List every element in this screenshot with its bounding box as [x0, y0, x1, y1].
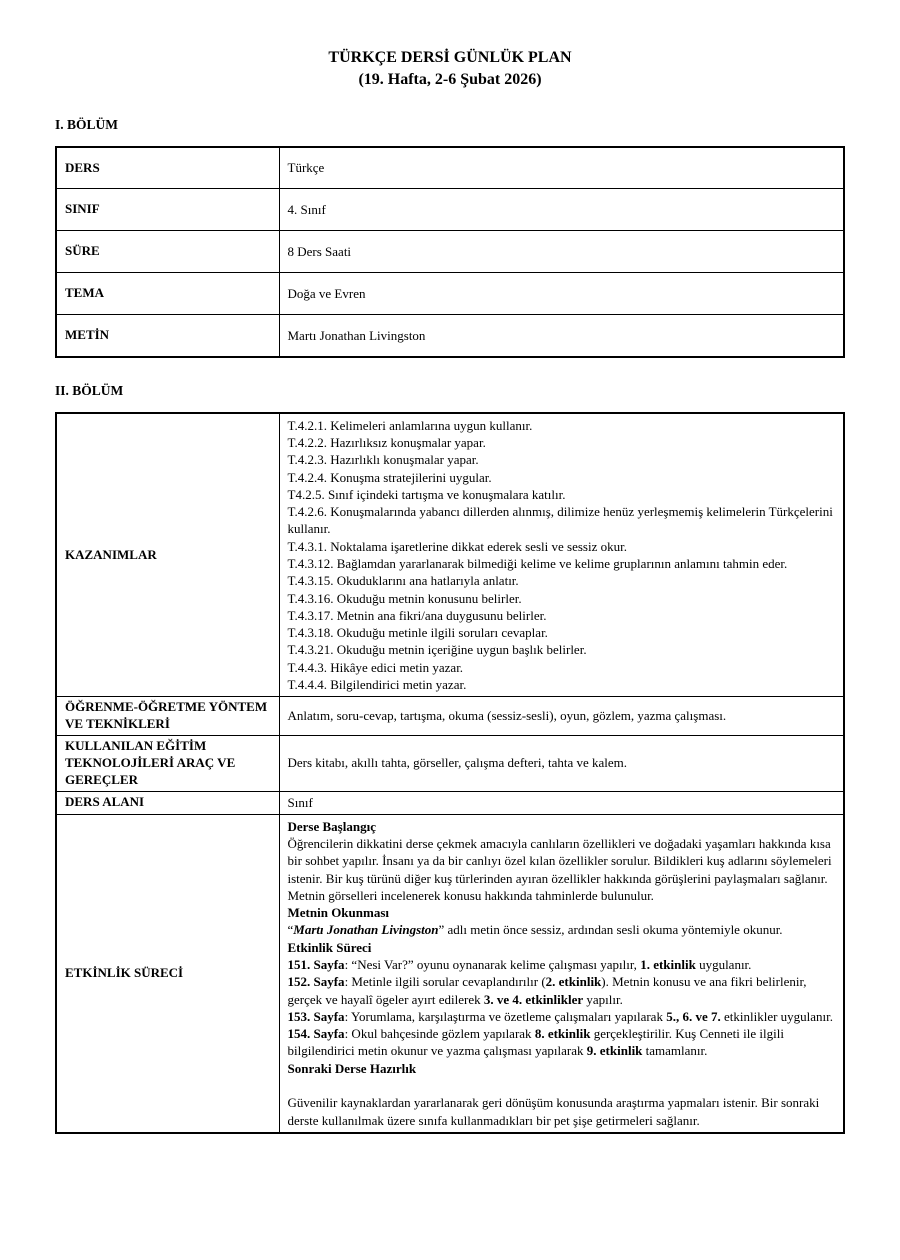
- paragraph: [288, 676, 837, 693]
- row-value: Doğa ve Evren: [279, 273, 844, 315]
- text-segment: : Yorumlama, karşılaştırma ve özetleme çalışmaları yapılarak: [344, 1008, 667, 1024]
- text-segment: 153. Sayfa: [287, 1008, 345, 1024]
- text-segment: 151. Sayfa: [287, 956, 345, 972]
- paragraph: [288, 555, 837, 572]
- paragraph: [288, 818, 837, 835]
- text-segment: T.4.4.3. Hikâye edici metin yazar.: [287, 659, 464, 675]
- document-subtitle: (19. Hafta, 2-6 Şubat 2026): [358, 71, 542, 89]
- paragraph: [288, 1077, 837, 1094]
- table-row: [56, 791, 844, 814]
- row-label: DERS: [56, 147, 279, 189]
- row-label: ÖĞRENME-ÖĞRETME YÖNTEM VE TEKNİKLERİ: [56, 697, 279, 736]
- paragraph: [288, 641, 837, 658]
- row-label: SINIF: [56, 189, 279, 231]
- text-segment: T.4.3.16. Okuduğu metnin konusunu belirler.: [287, 590, 522, 606]
- text-segment: 5., 6. ve 7.: [666, 1008, 721, 1024]
- detail-table: [55, 412, 845, 1134]
- text-segment: 3. ve 4. etkinlikler: [483, 991, 584, 1007]
- text-segment: Sonraki Derse Hazırlık: [287, 1060, 417, 1076]
- paragraph: [288, 939, 837, 956]
- paragraph: [288, 572, 837, 589]
- text-segment: T.4.2.2. Hazırlıksız konuşmalar yapar.: [287, 435, 486, 451]
- row-value: Anlatım, soru-cevap, tartışma, okuma (sessiz-sesli), oyun, gözlem, yazma çalışması.: [279, 697, 844, 736]
- row-value: 8 Ders Saati: [279, 231, 844, 273]
- paragraph: [288, 624, 837, 641]
- table-row: [56, 814, 844, 1133]
- paragraph: [288, 417, 837, 434]
- text-segment: 152. Sayfa: [287, 974, 345, 990]
- text-segment: T.4.3.21. Okuduğu metnin içeriğine uygun başlık belirler.: [287, 642, 587, 658]
- row-label: SÜRE: [56, 231, 279, 273]
- paragraph: [288, 921, 837, 938]
- text-segment: T.4.3.17. Metnin ana fikri/ana duygusunu belirler.: [287, 607, 547, 623]
- table-row: [56, 147, 844, 189]
- text-segment: 9. etkinlik: [586, 1043, 643, 1059]
- text-segment: Güvenilir kaynaklardan yararlanarak geri dönüşüm konusunda araştırma yapmaları istenir. Bir sonraki derste kullanılmak üzere sınıfa kullanmadıkları bir pet şişe getirmeleri sağlanır.: [287, 1095, 820, 1128]
- table-row: [56, 736, 844, 792]
- text-segment: Martı Jonathan Livingston: [293, 922, 439, 938]
- text-segment: uygulanır.: [695, 956, 752, 972]
- paragraph: [288, 1025, 837, 1060]
- text-segment: gerçekleştirilir. Kuş Cenneti ile ilgili bilgilendirici metin okunur ve yazma çalışması yapılarak: [287, 1026, 784, 1059]
- paragraph: [288, 1060, 837, 1077]
- section-1-heading: I. BÖLÜM: [55, 116, 119, 132]
- paragraph: [288, 451, 837, 468]
- row-value: Ders kitabı, akıllı tahta, görseller, çalışma defteri, tahta ve kalem.: [279, 736, 844, 792]
- text-segment: T.4.2.6. Konuşmalarında yabancı dillerden alınmış, dilimize henüz yerleşmemiş kelimelerin Türkçelerini kullanır.: [287, 504, 833, 537]
- table-row: [56, 315, 844, 357]
- paragraph: [288, 659, 837, 676]
- text-segment: T.4.2.3. Hazırlıklı konuşmalar yapar.: [287, 452, 479, 468]
- paragraph: [288, 973, 837, 1008]
- text-segment: T.4.4.4. Bilgilendirici metin yazar.: [287, 677, 467, 692]
- row-value: Türkçe: [279, 147, 844, 189]
- text-segment: T.4.3.1. Noktalama işaretlerine dikkat ederek sesli ve sessiz okur.: [287, 538, 627, 554]
- table-row: [56, 189, 844, 231]
- row-label: ETKİNLİK SÜRECİ: [56, 814, 279, 1133]
- row-label: KAZANIMLAR: [56, 413, 279, 697]
- text-segment: 2. etkinlik: [545, 974, 602, 990]
- text-segment: Metnin Okunması: [287, 905, 389, 921]
- paragraph: [288, 835, 837, 904]
- row-value: Sınıf: [279, 791, 844, 814]
- detail-table-body: [56, 413, 844, 1133]
- paragraph: [288, 486, 837, 503]
- section-2-heading: II. BÖLÜM: [55, 382, 124, 398]
- paragraph: [288, 1094, 837, 1129]
- row-label: TEMA: [56, 273, 279, 315]
- text-segment: yapılır.: [583, 991, 623, 1007]
- row-value: [279, 814, 844, 1133]
- paragraph: [288, 538, 837, 555]
- paragraph: [288, 607, 837, 624]
- row-label: KULLANILAN EĞİTİM TEKNOLOJİLERİ ARAÇ VE GEREÇLER: [56, 736, 279, 792]
- row-value: Martı Jonathan Livingston: [279, 315, 844, 357]
- text-segment: 8. etkinlik: [534, 1026, 591, 1042]
- document-title-block: [55, 47, 845, 92]
- text-segment: T4.2.5. Sınıf içindeki tartışma ve konuşmalara katılır.: [287, 486, 566, 502]
- text-segment: : Metinle ilgili sorular cevaplandırılır (: [344, 974, 546, 990]
- text-segment: Öğrencilerin dikkatini derse çekmek amacıyla canlıların özellikleri ve doğadaki yaşamları hakkında kısa bir sohbet yapılır. İnsanı ya da bir canlıyı özel kılan özellikler sorulur. Bildikleri kuş adlarını söylemeleri istenir. Bir kuş türünü diğer kuş türlerinden ayıran özellikler hakkında görüşlerini paylaşmaları sağlanır. Metnin görselleri incelenerek konusu hakkında tahminlerde bulunulur.: [287, 836, 832, 903]
- row-label: METİN: [56, 315, 279, 357]
- paragraph: [288, 590, 837, 607]
- text-segment: : Okul bahçesinde gözlem yapılarak: [344, 1026, 535, 1042]
- table-row: [56, 413, 844, 697]
- text-segment: ). Metnin konusu ve ana fikri belirlenir, gerçek ve hayalî ögeler ayırt edilerek: [287, 974, 807, 1007]
- paragraph: [288, 904, 837, 921]
- info-table: [55, 146, 845, 358]
- text-segment: T.4.3.18. Okuduğu metinle ilgili soruları cevaplar.: [287, 625, 548, 641]
- table-row: [56, 231, 844, 273]
- text-segment: T.4.3.12. Bağlamdan yararlanarak bilmediği kelime ve kelime gruplarının anlamını tahmin eder.: [287, 556, 788, 572]
- paragraph: [288, 956, 837, 973]
- paragraph: [288, 469, 837, 486]
- text-segment: Etkinlik Süreci: [287, 939, 372, 955]
- text-segment: ” adlı metin önce sessiz, ardından sesli okuma yöntemiyle okunur.: [438, 922, 783, 938]
- table-row: [56, 273, 844, 315]
- text-segment: Derse Başlangıç: [287, 818, 376, 834]
- text-segment: T.4.2.1. Kelimeleri anlamlarına uygun kullanır.: [287, 417, 533, 433]
- text-segment: tamamlanır.: [642, 1043, 708, 1059]
- info-table-body: [56, 147, 844, 357]
- text-segment: T.4.3.15. Okuduklarını ana hatlarıyla anlatır.: [287, 573, 519, 589]
- table-row: [56, 697, 844, 736]
- text-segment: : “Nesi Var?” oyunu oynanarak kelime çalışması yapılır,: [344, 956, 641, 972]
- paragraph: [288, 1008, 837, 1025]
- row-value: 4. Sınıf: [279, 189, 844, 231]
- document-title: TÜRKÇE DERSİ GÜNLÜK PLAN: [328, 49, 572, 66]
- text-segment: etkinlikler uygulanır.: [720, 1008, 834, 1024]
- row-value: [279, 413, 844, 697]
- text-segment: T.4.2.4. Konuşma stratejilerini uygular.: [287, 469, 492, 485]
- row-label: DERS ALANI: [56, 791, 279, 814]
- text-segment: “: [287, 922, 294, 938]
- paragraph: [288, 434, 837, 451]
- text-segment: 1. etkinlik: [640, 956, 696, 972]
- paragraph: [288, 503, 837, 538]
- text-segment: 154. Sayfa: [287, 1026, 345, 1042]
